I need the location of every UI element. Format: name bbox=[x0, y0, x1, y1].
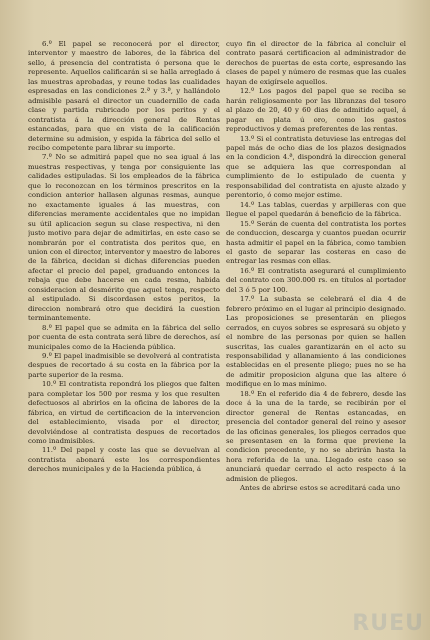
paragraph: 18.º En el referido dia 4 de febrero, desde las doce á la una de la tarde, se recibirán por el director general de Rentas estancadas, en presencia del contador general del reino y asesor de las oficinas generales, los pliegos cerrados que se presentasen en la forma que previene la condicion precedente, y no se abrirán hasta la hora referida de la una. Llegado este caso se anunciará quedar cerrado el acto respecto á la admision de pliegos. bbox=[226, 389, 406, 483]
paragraph: cuyo fin el director de la fábrica al concluir el contrato pasará certificacion al administrador de derechos de puertas de esta corte, espresando las clases de papel y número de resmas que las cuales hayan de exigírsele aquellos. bbox=[226, 40, 406, 86]
watermark: RUEU bbox=[352, 611, 424, 636]
left-column bbox=[28, 40, 220, 636]
paragraph: 7.º No se admitirá papel que no sea igual á las muestras respectivas, y tenga por consiguiente las calidades estipuladas. Si los empleados de la fábrica que lo reconozcan en los términos prescritos en la condicion anterior hallasen algunas resmas, aunque no exactamente iguales á las muestras, con diferencias meramente accidentales que no impidan su útil aplicacion segun su clase respectiva, ni den justo motivo para dejar de admitirlas, en este caso se nombrarán por el contratista dos peritos que, en union con el director, interventor y maestro de labores de la fábrica, decidan si dichas diferencias pueden afectar el precio del papel, graduando entonces la rebaja que debe hacerse en cada resma, habida consideracion al desmérito que aquel tenga, respecto al estipulado. Si discordasen estos peritos, la direccion nombrará otro que decidirá la cuestion terminantemente. bbox=[28, 153, 220, 323]
right-column bbox=[226, 40, 406, 636]
paragraph: 15.º Serán de cuenta del contratista los portes de conduccion, descarga y cuantos puedan ocurrir hasta admitir el papel en la fábrica, como tambien el gasto de separar las costeras en caso de entregar las resmas con ellas. bbox=[226, 219, 406, 266]
paragraph: 9.º El papel inadmisible se devolverá al contratista despues de recortado á su costa en la fábrica por la parte superior de la resma. bbox=[28, 351, 220, 379]
paragraph: 8.º El papel que se admita en la fábrica del sello por cuenta de esta contrata será libre de derechos, así municipales como de la Hacienda pública. bbox=[28, 323, 220, 351]
paragraph: 16.º El contratista asegurará el cumplimiento del contrato con 300.000 rs. en títulos al portador del 3 ó 5 por 100. bbox=[226, 266, 406, 294]
paragraph: 10.º El contratista repondrá los pliegos que falten para completar los 500 por resma y los que resulten defectuosos al abrirlos en la oficina de labores de la fábrica, en virtud de certificacion de la intervencion del establecimiento, visada por el director, devolviéndose al contratista despues de recortados como inadmisibles. bbox=[28, 380, 220, 446]
paragraph: 13.º Si el contratista detuviese las entregas del papel más de ocho dias de los plazos designados en la condicion 4.ª, dispondrá la direccion general que se adquiera las que correspondan al cumplimiento de lo estipulado de cuenta y responsabilidad del contratista en ajuste alzado y perentorio, ó como mejor estime. bbox=[226, 134, 406, 200]
paragraph: 12.º Los pagos del papel que se reciba se harán religiosamente por las libranzas del tesoro al plazo de 20, 40 y 60 dias de admitido aquel, á pagar en plata ú oro, como los gastos reproductivos y demas preferentes de las rentas. bbox=[226, 87, 406, 134]
paragraph: 17.º La subasta se celebrará el dia 4 de febrero próximo en el lugar al principio designado. Las proposiciones se presentarán en pliegos cerrados, en cuyos sobres se espresará su objeto y el nombre de las personas por quien se hallen suscritas, las cuales garantizarán en el acto su responsabilidad y allanamiento á las condiciones establecidas en el presente pliego; pues no se ha de admitir proposicion alguna que las altere ó modifique en lo mas mínimo. bbox=[226, 295, 406, 389]
paragraph: 14.º Las tablas, cuerdas y arpilleras con que llegue el papel quedarán á beneficio de la fábrica. bbox=[226, 200, 406, 219]
paragraph: 6.º El papel se reconocerá por el director, interventor y maestro de labores, de la fábrica del sello, á presencia del contratista ó persona que le represente. Aquellos calificarán si se halla arreglado á las muestras aprobadas, y reune todas las cualidades espresadas en las condiciones 2.ª y 3.ª, y hallándolo admisible pasará el director un cuadernillo de cada clase y partida rubricado por los peritos y el contratista á la dirección general de Rentas estancadas, para que en vista de la calificación determine su admision, y espida la fábrica del sello el recibo competente para librar su importe. bbox=[28, 40, 220, 152]
paragraph: 11.º Del papel y coste las que se devuelvan al contratista abonará este los correspondientes derechos municipales y de la Hacienda pública, á bbox=[28, 446, 220, 474]
paragraph: Antes de abrirse estos se acreditará cada uno bbox=[240, 484, 400, 493]
